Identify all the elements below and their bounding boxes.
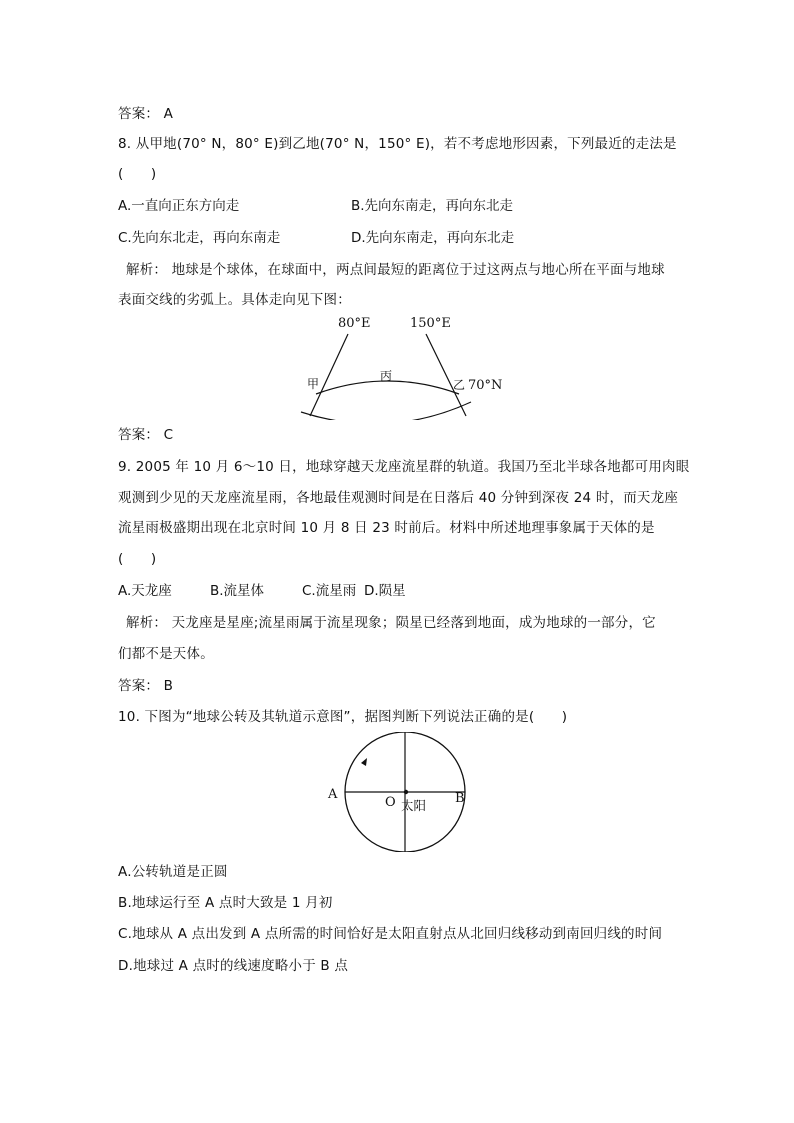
label-80e: 80°E: [338, 316, 371, 331]
q9-option-d: D.陨星: [364, 583, 406, 599]
q10-option-c: C.地球从 A 点出发到 A 点所需的时间恰好是太阳直射点从北回归线移动到南回归线的时间: [118, 926, 663, 942]
q8-analysis-line-2: 表面交线的劣弧上。具体走向见下图：: [118, 292, 351, 308]
q9-blank: ( ): [118, 551, 157, 567]
q9-answer: 答案： B: [118, 678, 174, 694]
q8-stem: 8. 从甲地(70° N，80° E)到乙地(70° N，150° E)，若不考虑地形因素，下列最近的走法是: [118, 136, 677, 152]
meridian-80e: [310, 334, 348, 416]
q8-option-d: D.先向东南走，再向东北走: [351, 230, 515, 246]
label-150e: 150°E: [410, 316, 451, 331]
q10-option-b: B.地球运行至 A 点时大致是 1 月初: [118, 895, 333, 911]
q9-stem-line-3: 流星雨极盛期出现在北京时间 10 月 8 日 23 时前后。材料中所述地理事象属于天体的是: [118, 520, 655, 536]
q9-option-b: B.流星体: [210, 583, 265, 599]
route-diagram: [296, 310, 516, 420]
q9-stem-line-2: 观测到少见的天龙座流星雨，各地最佳观测时间是在日落后 40 分钟到深夜 24 时，而天龙座: [118, 490, 679, 506]
q7-answer: 答案： A: [118, 106, 174, 122]
orbit-label-o: O: [385, 795, 396, 810]
q8-answer: 答案： C: [118, 427, 174, 443]
direction-arrow-icon: [361, 758, 367, 766]
label-yi: 乙: [452, 378, 466, 392]
q9-analysis-line-1: 解析： 天龙座是星座;流星雨属于流星现象；陨星已经落到地面，成为地球的一部分，它: [126, 615, 656, 631]
q8-blank: ( ): [118, 166, 157, 182]
q8-option-c: C.先向东北走，再向东南走: [118, 230, 281, 246]
orbit-label-a: A: [328, 787, 338, 802]
q10-option-a: A.公转轨道是正圆: [118, 864, 228, 880]
q8-analysis-line-1: 解析： 地球是个球体，在球面中，两点间最短的距离位于过这两点与地心所在平面与地球: [126, 262, 665, 278]
q10-stem: 10. 下图为“地球公转及其轨道示意图”，据图判断下列说法正确的是( ): [118, 709, 568, 725]
sun-dot: [404, 790, 408, 794]
latitude-arc: [301, 402, 471, 420]
q9-analysis-line-2: 们都不是天体。: [118, 646, 214, 662]
q8-option-b: B.先向东南走，再向东北走: [351, 198, 514, 214]
orbit-label-sun: 太阳: [401, 798, 427, 813]
orbit-diagram: [320, 732, 470, 852]
q9-stem-line-1: 9. 2005 年 10 月 6～10 日，地球穿越天龙座流星群的轨道。我国乃至北半球各地都可用肉眼: [118, 459, 690, 475]
q8-option-a: A.一直向正东方向走: [118, 198, 240, 214]
orbit-label-b: B: [455, 791, 465, 806]
label-jia: 甲: [306, 377, 320, 391]
q9-option-a: A.天龙座: [118, 583, 172, 599]
q10-option-d: D.地球过 A 点时的线速度略小于 B 点: [118, 958, 349, 974]
label-bing: 丙: [379, 369, 393, 383]
meridian-150e: [426, 334, 466, 416]
q9-option-c: C.流星雨: [302, 583, 357, 599]
label-70n: 70°N: [468, 378, 503, 393]
